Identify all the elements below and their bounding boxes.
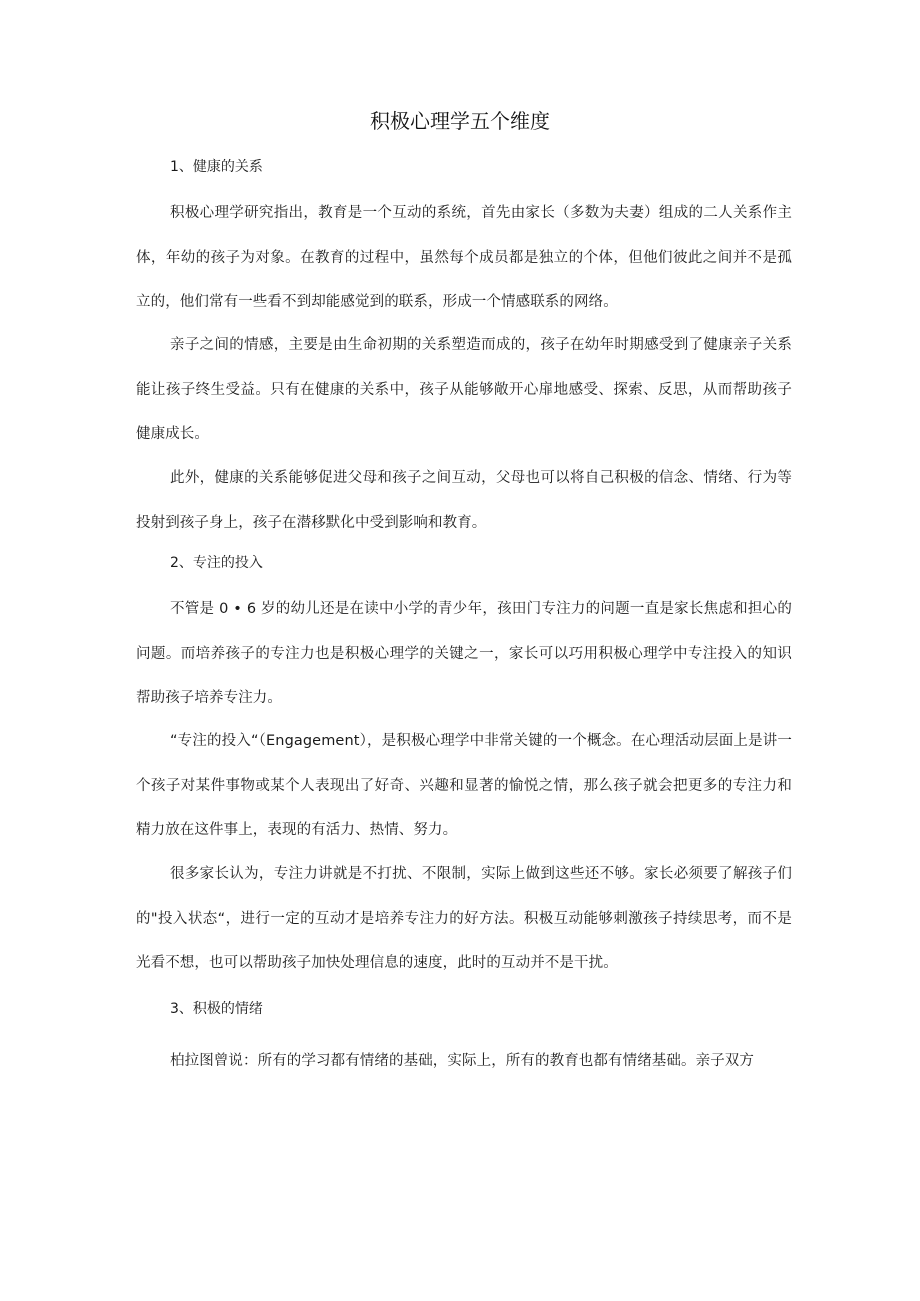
paragraph: 不管是 0 • 6 岁的幼儿还是在读中小学的青少年，孩田门专注力的问题一直是家长焦虑和担心的问题。而培养孩子的专注力也是积极心理学的关键之一，家长可以巧用积极心理学中专注投入的知识帮助孩子培养专注力。 xyxy=(136,601,792,706)
section-heading-1: 1、健康的关系 xyxy=(170,159,263,175)
paragraph: 此外，健康的关系能够促进父母和孩子之间互动，父母也可以将自己积极的信念、情绪、行为等投射到孩子身上，孩子在潜移默化中受到影响和教育。 xyxy=(136,470,792,531)
paragraph: 很多家长认为，专注力讲就是不打扰、不限制，实际上做到这些还不够。家长必须要了解孩子们的"投入状态“，进行一定的互动才是培养专注力的好方法。积极互动能够刺激孩子持续思考，而不是光看不想，也可以帮助孩子加快处理信息的速度，此时的互动并不是干扰。 xyxy=(136,866,792,971)
paragraph: “专注的投入“（Engagement），是积极心理学中非常关键的一个概念。在心理活动层面上是讲一个孩子对某件事物或某个人表现出了好奇、兴趣和显著的愉悦之情，那么孩子就会把更多的专注力和精力放在这件事上，表现的有活力、热情、努力。 xyxy=(136,733,792,838)
section-heading-2: 2、专注的投入 xyxy=(170,555,263,571)
paragraph: 积极心理学研究指出，教育是一个互动的系统，首先由家长（多数为夫妻）组成的二人关系作主体，年幼的孩子为对象。在教育的过程中，虽然每个成员都是独立的个体，但他们彼此之间并不是孤立的，他们常有一些看不到却能感觉到的联系，形成一个情感联系的网络。 xyxy=(136,205,792,310)
document-title: 积极心理学五个维度 xyxy=(370,109,550,133)
paragraph: 亲子之间的情感，主要是由生命初期的关系塑造而成的，孩子在幼年时期感受到了健康亲子关系能让孩子终生受益。只有在健康的关系中，孩子从能够敞开心扉地感受、探索、反思，从而帮助孩子健康成长。 xyxy=(136,337,792,442)
section-heading-3: 3、积极的情绪 xyxy=(170,1001,263,1017)
paragraph: 柏拉图曾说：所有的学习都有情绪的基础，实际上，所有的教育也都有情绪基础。亲子双方 xyxy=(170,1053,754,1069)
